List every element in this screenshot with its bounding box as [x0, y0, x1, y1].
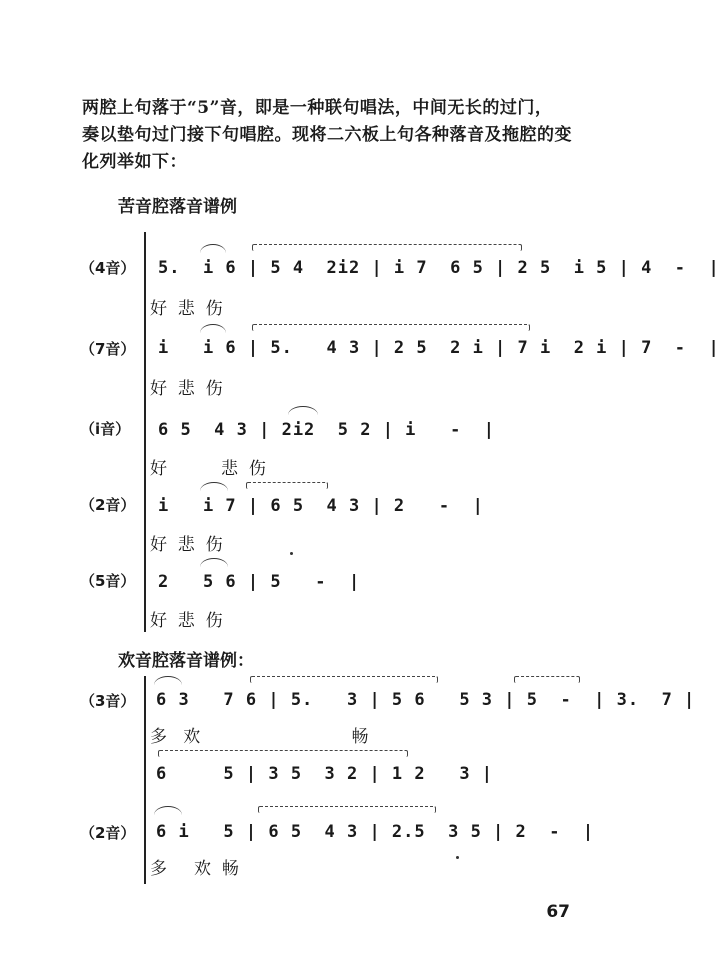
phrase-bracket [252, 324, 530, 331]
lyric-row-2: 好 悲 伤 [150, 535, 223, 555]
notation-continuation: 6 5 | 3 5 3 2 | 1 2 3 | [156, 764, 494, 784]
slur [200, 482, 228, 491]
phrase-bracket [158, 750, 408, 757]
row-label-4: （4音） [80, 259, 136, 277]
slur [288, 406, 318, 415]
paragraph-line-2: 奏以垫句过门接下句唱腔。现将二六板上句各种落音及拖腔的变 [82, 125, 572, 145]
notation-row-2: i i 7 | 6 5 4 3 | 2 - | [158, 496, 484, 516]
lyric-row-7: 好 悲 伤 [150, 379, 223, 399]
paragraph-line-1: 两腔上句落于“5”音，即是一种联句唱法，中间无长的过门， [82, 98, 553, 118]
phrase-bracket [258, 806, 436, 813]
slur [200, 244, 226, 253]
row-label-7: （7音） [80, 340, 136, 358]
intro-paragraph [82, 95, 602, 176]
joyful-staff-line [144, 676, 146, 884]
notation-row-2-high: 6 i 5 | 6 5 4 3 | 2.5 3 5 | 2 - | [156, 822, 595, 842]
phrase-bracket [250, 676, 438, 683]
row-label-5: （5音） [80, 572, 136, 590]
stray-mark [456, 856, 459, 859]
slur [200, 558, 228, 567]
page-number: 67 [546, 902, 570, 922]
phrase-bracket [252, 244, 522, 251]
bitter-heading: 苦音腔落音谱例 [118, 197, 237, 217]
lyric-row-2-high: 多 欢 畅 [150, 859, 239, 879]
row-label-i: （i音） [80, 420, 131, 438]
lyric-row-4: 好 悲 伤 [150, 299, 223, 319]
phrase-bracket [514, 676, 580, 683]
stray-mark [290, 552, 293, 555]
lyric-row-3: 多 欢 畅 [150, 727, 369, 747]
notation-row-5: 2 5 6 | 5 - | [158, 572, 361, 592]
notation-row-4: 5. i 6 | 5 4 2i2 | i 7 6 5 | 2 5 i 5 | 4 - | [158, 258, 720, 278]
bitter-staff-line [144, 232, 146, 632]
row-label-2-high: （2音） [80, 824, 136, 842]
slur [200, 324, 226, 333]
row-label-2: （2音） [80, 496, 136, 514]
joyful-heading: 欢音腔落音谱例： [118, 651, 254, 671]
notation-row-3: 6 3 7 6 | 5. 3 | 5 6 5 3 | 5 - | 3. 7 | [156, 690, 696, 710]
slur [154, 676, 182, 685]
notation-row-i: 6 5 4 3 | 2i2 5 2 | i - | [158, 420, 496, 440]
lyric-row-i: 好 悲 伤 [150, 459, 266, 479]
paragraph-line-3: 化列举如下： [82, 152, 187, 172]
slur [154, 806, 182, 815]
row-label-3: （3音） [80, 692, 136, 710]
notation-row-7: i i 6 | 5. 4 3 | 2 5 2 i | 7 i 2 i | 7 - | [158, 338, 720, 358]
lyric-row-5: 好 悲 伤 [150, 611, 223, 631]
phrase-bracket [246, 482, 328, 489]
